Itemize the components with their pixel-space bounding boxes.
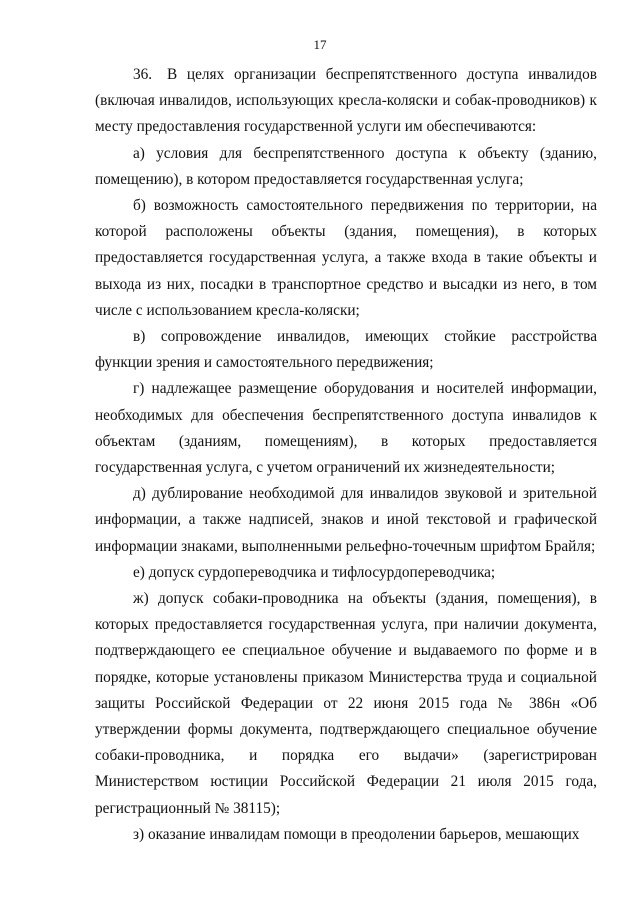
paragraph-item-e: е) допуск сурдопереводчика и тифлосурдопереводчика; — [133, 563, 496, 581]
paragraph-item-v: в) сопровождение инвалидов, имеющих стойкие расстройства функции зрения и самостоятельного передвижения; — [95, 328, 597, 372]
paragraph-item-zh: ж) допуск собаки-проводника на объекты (здания, помещения), в которых предоставляется государственная услуга, при наличии документа, подтверждающего ее специальное обучение и выдаваемого по форме и в порядке, которые установлены приказом Министерства труда и социальной защиты Российской Федерации от 22 июня 2015 года № 386н «Об утверждении формы документа, подтверждающего специальное обучение собаки-проводника, и порядка его выдачи» (зарегистрирован Министерством юстиции Российской Федерации 21 июля 2015 года, регистрационный № 38115); — [95, 590, 597, 817]
document-body — [95, 62, 597, 848]
paragraph-36 — [95, 62, 597, 141]
paragraph-item-g: г) надлежащее размещение оборудования и носителей информации, необходимых для обеспечения беспрепятственного доступа инвалидов к объектам (зданиям, помещениям), в которых предоставляется государственная услуга, с учетом ограничений их жизнедеятельности; — [95, 380, 597, 477]
paragraph-item-d: д) дублирование необходимой для инвалидов звуковой и зрительной информации, а также надписей, знаков и иной текстовой и графической информации знаками, выполненными рельефно-точечным шрифтом Брайля; — [95, 485, 597, 555]
paragraph-item-b: б) возможность самостоятельного передвижения по территории, на которой расположены объекты (здания, помещения), в которых предоставляется государственная услуга, а также входа в такие объекты и выхода из них, посадки в транспортное средство и высадки из него, в том числе с использованием кресла-коляски; — [95, 197, 597, 319]
paragraph-text: В целях организации беспрепятственного доступа инвалидов (включая инвалидов, использующих кресла-коляски и собак-проводников) к месту предоставления государственной услуги им обеспечиваются: — [95, 66, 597, 136]
paragraph-item-a: а) условия для беспрепятственного доступа к объекту (зданию, помещению), в котором предоставляется государственная услуга; — [95, 144, 597, 188]
page-number: 17 — [313, 37, 327, 52]
paragraph-item-z: з) оказание инвалидам помощи в преодолении барьеров, мешающих — [133, 825, 580, 843]
paragraph-number: 36. — [133, 66, 153, 83]
